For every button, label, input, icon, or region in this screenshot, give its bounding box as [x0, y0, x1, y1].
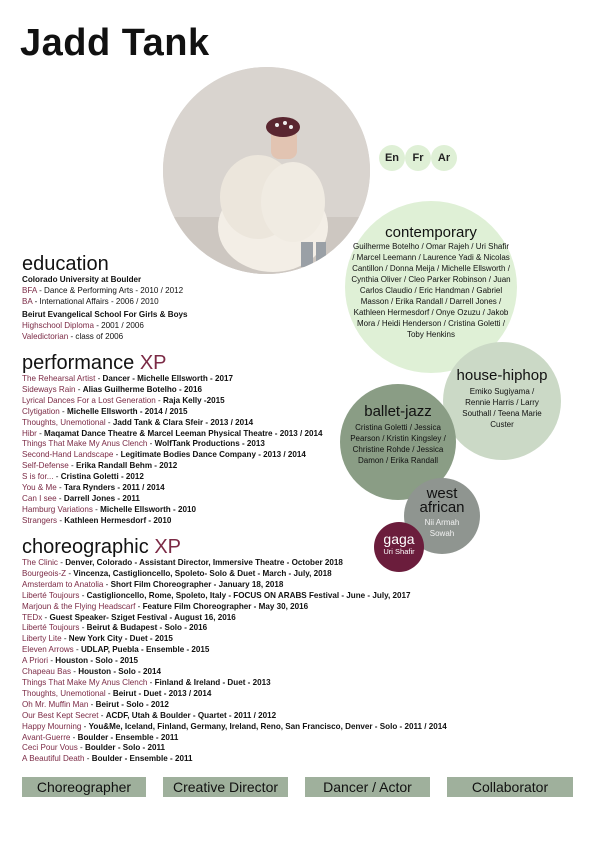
performance-item-detail: Cristina Goletti - 2012	[60, 472, 144, 482]
performance-item-title: Clytigation	[22, 406, 60, 416]
performance-item-detail: Jadd Tank & Clara Sfeir - 2013 / 2014	[112, 417, 254, 427]
performance-item-title: Hamburg Variations	[22, 504, 93, 514]
education-entry: BFA - Dance & Performing Arts - 2010 / 2012	[22, 285, 184, 295]
education-heading: education	[22, 253, 109, 275]
performance-item-detail: Raja Kelly -2015	[162, 395, 225, 405]
performance-section	[22, 352, 323, 527]
choreographic-item: Liberté Toujours - Castiglioncello, Rome, Spoleto, Italy - FOCUS ON ARABS Festival - June - July, 2017	[22, 590, 411, 600]
performance-item: The Rehearsal Artist - Dancer - Michelle Ellsworth - 2017	[22, 374, 233, 383]
performance-item-title: S is for...	[22, 472, 54, 482]
performance-item-detail: Alias Guilherme Botelho - 2016	[82, 384, 202, 394]
role-choreographer: Choreographer	[22, 777, 146, 797]
choreographic-item-detail: UDLAP, Puebla - Ensemble - 2015	[80, 645, 210, 655]
choreographic-item-title: Happy Mourning	[22, 721, 82, 731]
choreographic-item-title: A Beautiful Death	[22, 754, 85, 764]
performance-heading: performance XP	[22, 352, 167, 374]
performance-item-detail: Tara Rynders - 2011 / 2014	[64, 483, 165, 493]
choreographic-item: Oh Mr. Muffin Man - Beirut - Solo - 2012	[22, 699, 169, 709]
contemporary-title: contemporary	[385, 224, 477, 241]
choreographic-item-detail: Houston - Solo - 2014	[78, 667, 162, 677]
performance-item: S is for... - Cristina Goletti - 2012	[22, 472, 144, 482]
westafrican-teachers: Nii Armah Sowah	[424, 518, 460, 538]
gaga-title: gaga	[383, 531, 415, 547]
choreographic-item-detail: Beirut & Budapest - Solo - 2016	[86, 623, 208, 633]
choreographic-item: A Priori - Houston - Solo - 2015	[22, 656, 139, 666]
choreographic-item-detail: Guest Speaker- Sziget Festival - August 16, 2016	[49, 612, 236, 622]
performance-item-title: You & Me	[22, 483, 57, 493]
language-french: Fr	[405, 145, 431, 171]
performance-item-title: Can I see	[22, 493, 57, 503]
choreographic-item-title: Oh Mr. Muffin Man	[22, 699, 89, 709]
performance-item-detail: Michelle Ellsworth - 2010	[100, 504, 196, 514]
choreographic-item: Things That Make My Anus Clench - Finland & Ireland - Duet - 2013	[22, 677, 271, 687]
choreographic-item-detail: Vincenza, Castiglioncello, Spoleto- Solo & Duet - March - July, 2018	[73, 568, 332, 578]
performance-item: Can I see - Darrell Jones - 2011	[22, 493, 140, 503]
performance-item: Hamburg Variations - Michelle Ellsworth - 2010	[22, 504, 196, 514]
language-english: En	[379, 145, 405, 171]
performance-item-title: Second-Hand Landscape	[22, 450, 114, 460]
choreographic-item-title: Things That Make My Anus Clench	[22, 677, 148, 687]
performance-item: Self-Defense - Erika Randall Behm - 2012	[22, 461, 178, 471]
choreographic-item: Chapeau Bas - Houston - Solo - 2014	[22, 667, 162, 677]
choreographic-item-title: Avant-Guerre	[22, 732, 71, 742]
choreographic-item-title: Chapeau Bas	[22, 667, 72, 677]
performance-item-detail: WolfTank Productions - 2013	[154, 439, 265, 449]
choreographic-item: TEDx - Guest Speaker- Sziget Festival - August 16, 2016	[22, 612, 236, 622]
choreographic-item-title: Liberty Lite	[22, 634, 62, 644]
choreographic-item-title: Liberté Toujours	[22, 623, 80, 633]
choreographic-item: Marjoun & the Flying Headscarf - Feature Film Choreographer - May 30, 2016	[22, 601, 309, 611]
choreographic-item-detail: Castiglioncello, Rome, Spoleto, Italy - FOCUS ON ARABS Festival - June - July, 2017	[86, 590, 411, 600]
westafrican-title-2: african	[419, 499, 465, 516]
choreographic-item-detail: New York City - Duet - 2015	[68, 634, 173, 644]
performance-item: Clytigation - Michelle Ellsworth - 2014 / 2015	[22, 406, 188, 416]
performance-item: Second-Hand Landscape - Legitimate Bodies Dance Company - 2013 / 2014	[22, 450, 306, 460]
choreographic-item: Liberté Toujours - Beirut & Budapest - Solo - 2016	[22, 623, 208, 633]
choreographic-item: Ceci Pour Vous - Boulder - Solo - 2011	[22, 743, 166, 753]
performance-item: Lyrical Dances For a Lost Generation - Raja Kelly -2015	[22, 395, 225, 405]
performance-list	[22, 374, 323, 527]
performance-item-title: The Rehearsal Artist	[22, 374, 96, 383]
performance-item-title: Lyrical Dances For a Lost Generation	[22, 395, 156, 405]
choreographic-item-title: Liberté Toujours	[22, 590, 80, 600]
choreographic-item-detail: Boulder - Ensemble - 2011	[77, 732, 179, 742]
choreographic-item-title: Bourgeois-Z	[22, 568, 67, 578]
choreographic-item: Bourgeois-Z - Vincenza, Castiglioncello, Spoleto- Solo & Duet - March - July, 2018	[22, 568, 332, 578]
choreographic-item-title: Thoughts, Unemotional	[22, 688, 106, 698]
performance-item: Sideways Rain - Alias Guilherme Botelho - 2016	[22, 384, 202, 394]
performance-item: Things That Make My Anus Clench - WolfTank Productions - 2013	[22, 439, 265, 449]
performance-item-title: Self-Defense	[22, 461, 69, 471]
performance-item-detail: Legitimate Bodies Dance Company - 2013 / 2014	[120, 450, 306, 460]
performance-item-title: Things That Make My Anus Clench	[22, 439, 148, 449]
portrait-photo	[163, 67, 370, 274]
portrait-illustration	[163, 67, 370, 274]
choreographic-item-detail: Beirut - Solo - 2012	[95, 699, 169, 709]
role-creative-director: Creative Director	[163, 777, 288, 797]
performance-item: Strangers - Kathleen Hermesdorf - 2010	[22, 515, 172, 525]
choreographic-item: Happy Mourning - You&Me, Iceland, Finland, Germany, Ireland, Reno, San Francisco, Denver - Solo - 2011 / 2014	[22, 721, 447, 731]
choreographic-item-detail: Denver, Colorado - Assistant Director, Immersive Theatre - October 2018	[65, 558, 343, 567]
choreographic-item-detail: You&Me, Iceland, Finland, Germany, Ireland, Reno, San Francisco, Denver - Solo - 2011 / 2014	[88, 721, 447, 731]
role-collaborator: Collaborator	[447, 777, 573, 797]
choreographic-item: The Clinic - Denver, Colorado - Assistant Director, Immersive Theatre - October 2018	[22, 558, 343, 567]
choreographic-item-detail: Boulder - Solo - 2011	[85, 743, 166, 753]
balletjazz-title: ballet-jazz	[364, 403, 432, 420]
performance-item: Hibr - Maqamat Dance Theatre & Marcel Leeman Physical Theatre - 2013 / 2014	[22, 428, 323, 438]
choreographic-item-title: Eleven Arrows	[22, 645, 74, 655]
choreographic-item-detail: Finland & Ireland - Duet - 2013	[154, 677, 271, 687]
performance-item: You & Me - Tara Rynders - 2011 / 2014	[22, 483, 165, 493]
performance-item-detail: Maqamat Dance Theatre & Marcel Leeman Physical Theatre - 2013 / 2014	[44, 428, 323, 438]
choreographic-item-title: TEDx	[22, 612, 43, 622]
institution-name: Beirut Evangelical School For Girls & Boys	[22, 309, 188, 319]
institution-name: Colorado University at Boulder	[22, 275, 142, 284]
choreographic-list	[22, 558, 447, 765]
education-section	[22, 253, 188, 342]
househiphop-bubble	[443, 342, 561, 460]
name-heading: Jadd Tank	[20, 22, 210, 64]
education-entry: Valedictorian - class of 2006	[22, 331, 124, 341]
role-dancer-actor: Dancer / Actor	[305, 777, 430, 797]
performance-item-title: Thoughts, Unemotional	[22, 417, 106, 427]
balletjazz-teachers: Cristina Goletti / Jessica Pearson / Kristin Kingsley / Christine Rohde / Jessica Damon / Erika Randall	[350, 423, 446, 465]
performance-item: Thoughts, Unemotional - Jadd Tank & Clara Sfeir - 2013 / 2014	[22, 417, 254, 427]
choreographic-item-detail: Beirut - Duet - 2013 / 2014	[112, 688, 212, 698]
performance-item-title: Hibr	[22, 428, 37, 438]
choreographic-item-title: Our Best Kept Secret	[22, 710, 99, 720]
choreographic-item-detail: Boulder - Ensemble - 2011	[91, 754, 193, 764]
performance-item-detail: Dancer - Michelle Ellsworth - 2017	[102, 374, 233, 383]
househiphop-teachers: Emiko Sugiyama / Rennie Harris / Larry Southall / Teena Marie Custer	[462, 387, 542, 429]
westafrican-title-1: west	[426, 485, 458, 502]
choreographic-item: Liberty Lite - New York City - Duet - 2015	[22, 634, 173, 644]
education-entry: Highschool Diploma - 2001 / 2006	[22, 320, 144, 330]
choreographic-item: Avant-Guerre - Boulder - Ensemble - 2011	[22, 732, 179, 742]
choreographic-item-title: A Priori	[22, 656, 49, 666]
choreographic-item-detail: Houston - Solo - 2015	[55, 656, 139, 666]
performance-item-title: Strangers	[22, 515, 58, 525]
performance-item-detail: Erika Randall Behm - 2012	[76, 461, 178, 471]
performance-item-title: Sideways Rain	[22, 384, 76, 394]
choreographic-item: Eleven Arrows - UDLAP, Puebla - Ensemble - 2015	[22, 645, 210, 655]
choreographic-item: Amsterdam to Anatolia - Short Film Choreographer - January 18, 2018	[22, 579, 284, 589]
choreographic-item-detail: Feature Film Choreographer - May 30, 2016	[142, 601, 309, 611]
education-entry: BA - International Affairs - 2006 / 2010	[22, 296, 159, 306]
choreographic-item-title: Ceci Pour Vous	[22, 743, 78, 753]
choreographic-item-detail: Short Film Choreographer - January 18, 2018	[110, 579, 284, 589]
gaga-teachers: Uri Shafir	[383, 547, 415, 556]
choreographic-section	[22, 536, 447, 765]
choreographic-item-title: The Clinic	[22, 558, 58, 567]
language-arabic: Ar	[431, 145, 457, 171]
househiphop-title: house-hiphop	[456, 367, 548, 384]
performance-item-detail: Kathleen Hermesdorf - 2010	[64, 515, 172, 525]
choreographic-item: Thoughts, Unemotional - Beirut - Duet - 2013 / 2014	[22, 688, 212, 698]
choreographic-item-detail: ACDF, Utah & Boulder - Quartet - 2011 / 2012	[105, 710, 277, 720]
choreographic-heading: choreographic XP	[22, 536, 181, 558]
choreographic-item: A Beautiful Death - Boulder - Ensemble - 2011	[22, 754, 193, 764]
choreographic-item: Our Best Kept Secret - ACDF, Utah & Boulder - Quartet - 2011 / 2012	[22, 710, 277, 720]
contemporary-teachers: Guilherme Botelho / Omar Rajeh / Uri Shafir / Marcel Leemann / Laurence Yadi & Nicolas Cantillon / Donna Meija / Michelle Ellsworth / Cynthia Oliver / Cleo Parker Robinson / Juan Carlos Claudio / Eric Handman / Gabriel Masson / Erika Randall / Darrell Jones / Kathleen Hermesdorf / Onye Ozuzu / Jakob Mora / Heidi Henderson / Cristina Goletti / Toby Henkins	[351, 242, 511, 339]
performance-item-detail: Michelle Ellsworth - 2014 / 2015	[67, 406, 188, 416]
performance-item-detail: Darrell Jones - 2011	[63, 493, 140, 503]
choreographic-item-title: Marjoun & the Flying Headscarf	[22, 601, 136, 611]
choreographic-item-title: Amsterdam to Anatolia	[22, 579, 104, 589]
